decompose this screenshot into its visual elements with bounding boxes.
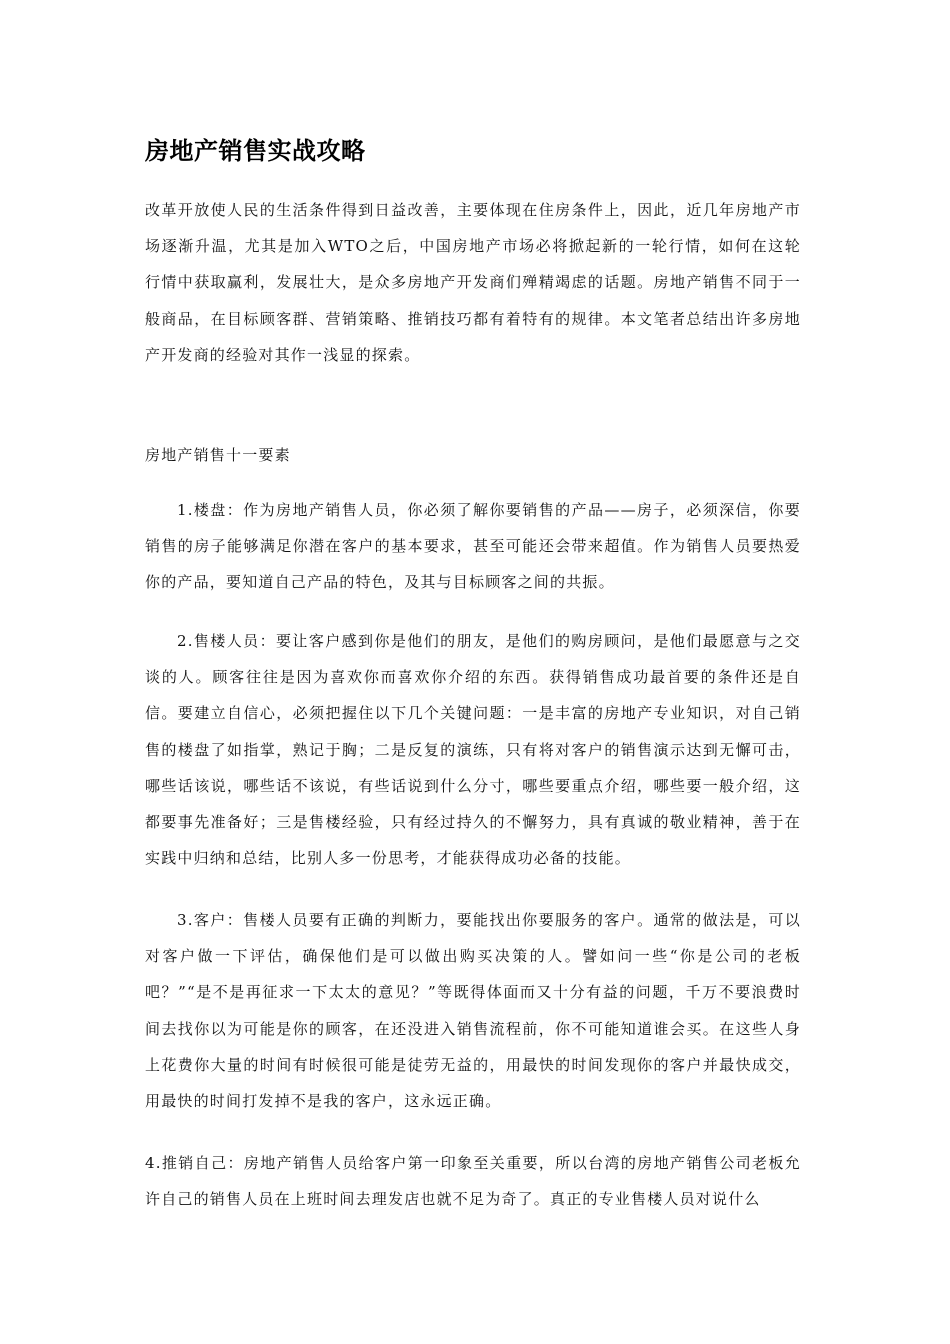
section-heading: 房地产销售十一要素: [145, 446, 291, 464]
document-title: 房地产销售实战攻略: [145, 137, 366, 165]
intro-paragraph: 改革开放使人民的生活条件得到日益改善，主要体现在住房条件上，因此，近几年房地产市场逐渐升温，尤其是加入WTO之后，中国房地产市场必将掀起新的一轮行情，如何在这轮行情中获取赢利，发展壮大，是众多房地产开发商们殚精竭虑的话题。房地产销售不同于一般商品，在目标顾客群、营销策略、推销技巧都有着特有的规律。本文笔者总结出许多房地产开发商的经验对其作一浅显的探索。: [145, 201, 801, 364]
list-item-3: 3.客户：售楼人员要有正确的判断力，要能找出你要服务的客户。通常的做法是，可以对客户做一下评估，确保他们是可以做出购买决策的人。譬如问一些“你是公司的老板吧？”“是不是再征求一下太太的意见？”等既得体面而又十分有益的问题，千万不要浪费时间去找你以为可能是你的顾客，在还没进入销售流程前，你不可能知道谁会买。在这些人身上花费你大量的时间有时候很可能是徒劳无益的，用最快的时间发现你的客户并最快成交，用最快的时间打发掉不是我的客户，这永远正确。: [145, 911, 801, 1111]
list-item-1: 1.楼盘：作为房地产销售人员，你必须了解你要销售的产品——房子，必须深信，你要销售的房子能够满足你潜在客户的基本要求，甚至可能还会带来超值。作为销售人员要热爱你的产品，要知道自己产品的特色，及其与目标顾客之间的共振。: [145, 501, 801, 592]
list-item-4: 4.推销自己：房地产销售人员给客户第一印象至关重要，所以台湾的房地产销售公司老板允许自己的销售人员在上班时间去理发店也就不足为奇了。真正的专业售楼人员对说什么: [145, 1154, 801, 1209]
list-item-2: 2.售楼人员：要让客户感到你是他们的朋友，是他们的购房顾问，是他们最愿意与之交谈的人。顾客往往是因为喜欢你而喜欢你介绍的东西。获得销售成功最首要的条件还是自信。要建立自信心，必须把握住以下几个关键问题：一是丰富的房地产专业知识，对自己销售的楼盘了如指掌，熟记于胸；二是反复的演练，只有将对客户的销售演示达到无懈可击，哪些话该说，哪些话不该说，有些话说到什么分寸，哪些要重点介绍，哪些要一般介绍，这都要事先准备好；三是售楼经验，只有经过持久的不懈努力，具有真诚的敬业精神，善于在实践中归纳和总结，比别人多一份思考，才能获得成功必备的技能。: [145, 632, 801, 868]
